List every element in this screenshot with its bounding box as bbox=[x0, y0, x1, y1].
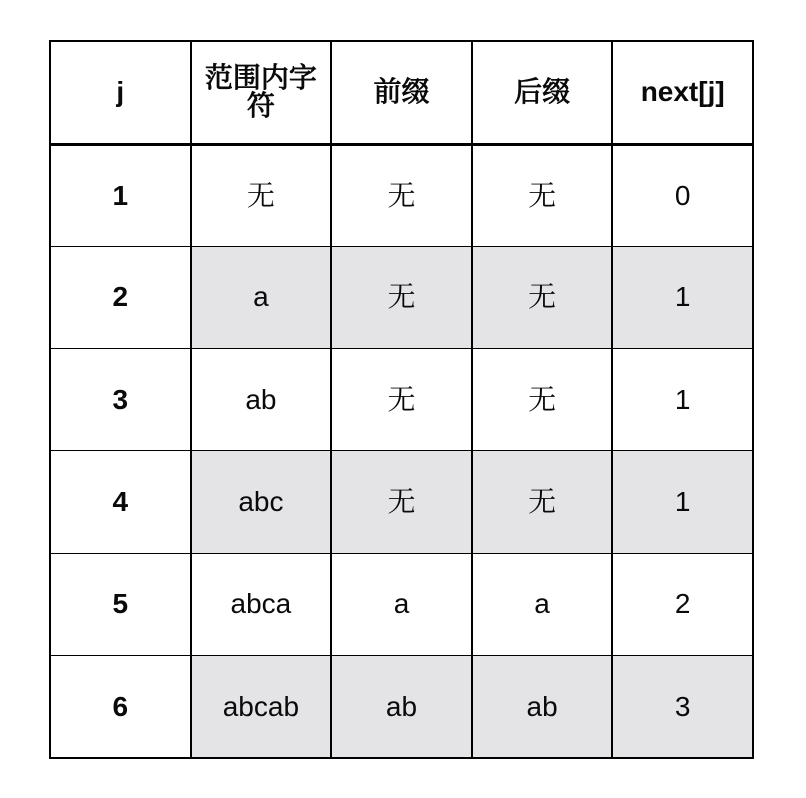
cell-chars: 无 bbox=[191, 144, 332, 246]
cell-j: 5 bbox=[50, 553, 191, 655]
cell-next: 1 bbox=[612, 349, 753, 451]
cell-next: 1 bbox=[612, 451, 753, 553]
table-row-2 bbox=[50, 246, 753, 348]
cell-suffix: 无 bbox=[472, 451, 613, 553]
table-row-4 bbox=[50, 451, 753, 553]
cell-prefix: 无 bbox=[331, 451, 472, 553]
cell-next: 0 bbox=[612, 144, 753, 246]
cell-chars: abca bbox=[191, 553, 332, 655]
cell-j: 6 bbox=[50, 656, 191, 758]
cell-suffix: 无 bbox=[472, 246, 613, 348]
cell-next: 1 bbox=[612, 246, 753, 348]
cell-prefix: 无 bbox=[331, 144, 472, 246]
table-row-3 bbox=[50, 349, 753, 451]
cell-j: 2 bbox=[50, 246, 191, 348]
header-cell-j: j bbox=[50, 41, 191, 144]
cell-chars: ab bbox=[191, 349, 332, 451]
table-row-6 bbox=[50, 656, 753, 758]
header-row bbox=[50, 41, 753, 144]
header-cell-next-j: next[j] bbox=[612, 41, 753, 144]
cell-next: 2 bbox=[612, 553, 753, 655]
cell-suffix: ab bbox=[472, 656, 613, 758]
cell-j: 3 bbox=[50, 349, 191, 451]
cell-chars: abc bbox=[191, 451, 332, 553]
header-cell-suffix: 后缀 bbox=[472, 41, 613, 144]
cell-prefix: a bbox=[331, 553, 472, 655]
cell-j: 4 bbox=[50, 451, 191, 553]
header-cell-chars-in-range: 范围内字符 bbox=[191, 41, 332, 144]
table-row-5 bbox=[50, 553, 753, 655]
header-cell-prefix: 前缀 bbox=[331, 41, 472, 144]
cell-suffix: 无 bbox=[472, 144, 613, 246]
cell-suffix: 无 bbox=[472, 349, 613, 451]
cell-prefix: 无 bbox=[331, 349, 472, 451]
cell-prefix: 无 bbox=[331, 246, 472, 348]
kmp-next-table bbox=[49, 40, 754, 759]
cell-j: 1 bbox=[50, 144, 191, 246]
cell-prefix: ab bbox=[331, 656, 472, 758]
cell-chars: abcab bbox=[191, 656, 332, 758]
cell-suffix: a bbox=[472, 553, 613, 655]
cell-chars: a bbox=[191, 246, 332, 348]
cell-next: 3 bbox=[612, 656, 753, 758]
table-row-1 bbox=[50, 144, 753, 246]
